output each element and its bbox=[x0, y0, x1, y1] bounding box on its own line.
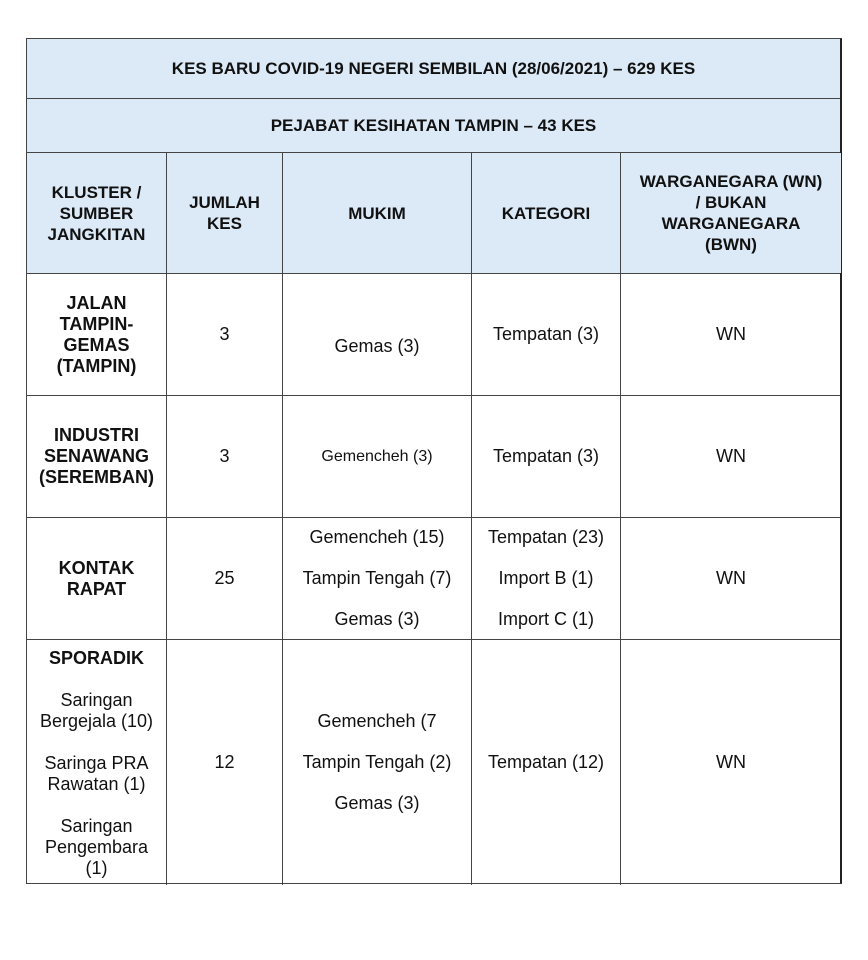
kluster-line: (SEREMBAN) bbox=[39, 467, 154, 487]
wn-value: WN bbox=[716, 568, 746, 588]
table-title bbox=[27, 39, 840, 99]
mukim-value: Gemas (3) bbox=[334, 336, 420, 356]
header-wn-line: / BUKAN bbox=[695, 193, 767, 212]
header-jumlah bbox=[167, 153, 283, 273]
kluster-line: INDUSTRI bbox=[54, 425, 139, 445]
kluster-item bbox=[44, 753, 148, 795]
table-row bbox=[27, 274, 840, 396]
wn-value: WN bbox=[716, 324, 746, 344]
kluster-cell bbox=[27, 518, 167, 639]
header-jumlah-line: KES bbox=[207, 214, 242, 233]
header-kluster bbox=[27, 153, 167, 273]
table-subtitle bbox=[27, 99, 840, 153]
mukim-cell bbox=[283, 518, 472, 639]
wn-cell bbox=[621, 396, 841, 517]
kluster-cell bbox=[27, 396, 167, 517]
header-kluster-line: SUMBER bbox=[59, 203, 134, 223]
mukim-value: Tampin Tengah (2) bbox=[302, 752, 452, 772]
mukim-value: Gemencheh (7 bbox=[317, 711, 437, 731]
kluster-line: SENAWANG bbox=[43, 446, 149, 466]
header-wn-line: WARGANEGARA (WN) bbox=[639, 172, 823, 191]
kluster-item-line: Saringa PRA bbox=[44, 753, 149, 773]
kategori-value: Tempatan (12) bbox=[487, 752, 605, 772]
kluster-cell bbox=[27, 274, 167, 395]
header-mukim-text: MUKIM bbox=[348, 203, 406, 223]
kluster-line: KONTAK bbox=[58, 557, 135, 578]
kluster-item-line: Pengembara bbox=[44, 837, 149, 857]
jumlah-value: 12 bbox=[214, 752, 235, 772]
kluster-line: GEMAS bbox=[63, 334, 130, 355]
header-wn-line: WARGANEGARA bbox=[661, 214, 801, 233]
header-jumlah-line: JUMLAH bbox=[189, 193, 260, 212]
kluster-item-line: Bergejala (10) bbox=[39, 711, 154, 731]
table-row bbox=[27, 396, 840, 518]
kategori-value: Tempatan (23) bbox=[487, 527, 605, 547]
mukim-cell bbox=[283, 640, 472, 885]
kategori-value: Import C (1) bbox=[497, 609, 594, 629]
header-kategori bbox=[472, 153, 621, 273]
kategori-cell bbox=[472, 640, 621, 885]
header-kluster-line: JANGKITAN bbox=[47, 224, 146, 244]
kluster-item-line: Saringan bbox=[60, 816, 133, 836]
kluster-line: (TAMPIN) bbox=[56, 355, 137, 376]
kluster-item-line: Saringan bbox=[60, 690, 133, 710]
table-row bbox=[27, 518, 840, 640]
kategori-value: Tempatan (3) bbox=[492, 446, 600, 466]
wn-cell bbox=[621, 640, 841, 885]
kluster-item-line: Rawatan (1) bbox=[47, 774, 146, 794]
jumlah-cell bbox=[167, 274, 283, 395]
kluster-item-line: (1) bbox=[85, 858, 108, 878]
kategori-value: Import B (1) bbox=[498, 568, 594, 588]
kluster-line: JALAN bbox=[66, 292, 127, 313]
jumlah-value: 3 bbox=[219, 446, 230, 466]
jumlah-cell bbox=[167, 640, 283, 885]
kluster-item bbox=[45, 816, 148, 879]
kluster-title: SPORADIK bbox=[48, 648, 144, 668]
kategori-cell bbox=[472, 274, 621, 395]
mukim-value: Tampin Tengah (7) bbox=[302, 568, 452, 588]
kluster-line: RAPAT bbox=[66, 578, 127, 599]
mukim-cell bbox=[283, 396, 472, 517]
wn-cell bbox=[621, 518, 841, 639]
jumlah-value: 25 bbox=[214, 568, 235, 588]
mukim-value: Gemencheh (15) bbox=[309, 527, 445, 547]
kluster-cell bbox=[27, 640, 167, 885]
header-kategori-text: KATEGORI bbox=[501, 203, 591, 223]
header-warganegara bbox=[621, 153, 841, 273]
jumlah-value: 3 bbox=[219, 324, 230, 344]
subtitle-text: PEJABAT KESIHATAN TAMPIN – 43 KES bbox=[270, 115, 597, 135]
header-mukim bbox=[283, 153, 472, 273]
mukim-cell bbox=[283, 274, 472, 395]
wn-value: WN bbox=[716, 752, 746, 772]
kategori-cell bbox=[472, 518, 621, 639]
table-row bbox=[27, 640, 840, 885]
jumlah-cell bbox=[167, 396, 283, 517]
kategori-cell bbox=[472, 396, 621, 517]
header-row bbox=[27, 153, 840, 274]
header-kluster-line: KLUSTER / bbox=[51, 182, 142, 202]
wn-cell bbox=[621, 274, 841, 395]
kluster-line: TAMPIN- bbox=[59, 313, 134, 334]
mukim-value: Gemas (3) bbox=[334, 609, 420, 629]
mukim-value: Gemencheh (3) bbox=[321, 448, 433, 465]
wn-value: WN bbox=[716, 446, 746, 466]
covid-cases-table bbox=[26, 38, 842, 884]
kluster-item bbox=[40, 690, 153, 732]
jumlah-cell bbox=[167, 518, 283, 639]
kategori-value: Tempatan (3) bbox=[492, 324, 600, 344]
title-text: KES BARU COVID-19 NEGERI SEMBILAN (28/06/2021) – 629 KES bbox=[171, 58, 696, 78]
mukim-value: Gemas (3) bbox=[334, 793, 420, 813]
header-wn-line: (BWN) bbox=[705, 235, 757, 254]
